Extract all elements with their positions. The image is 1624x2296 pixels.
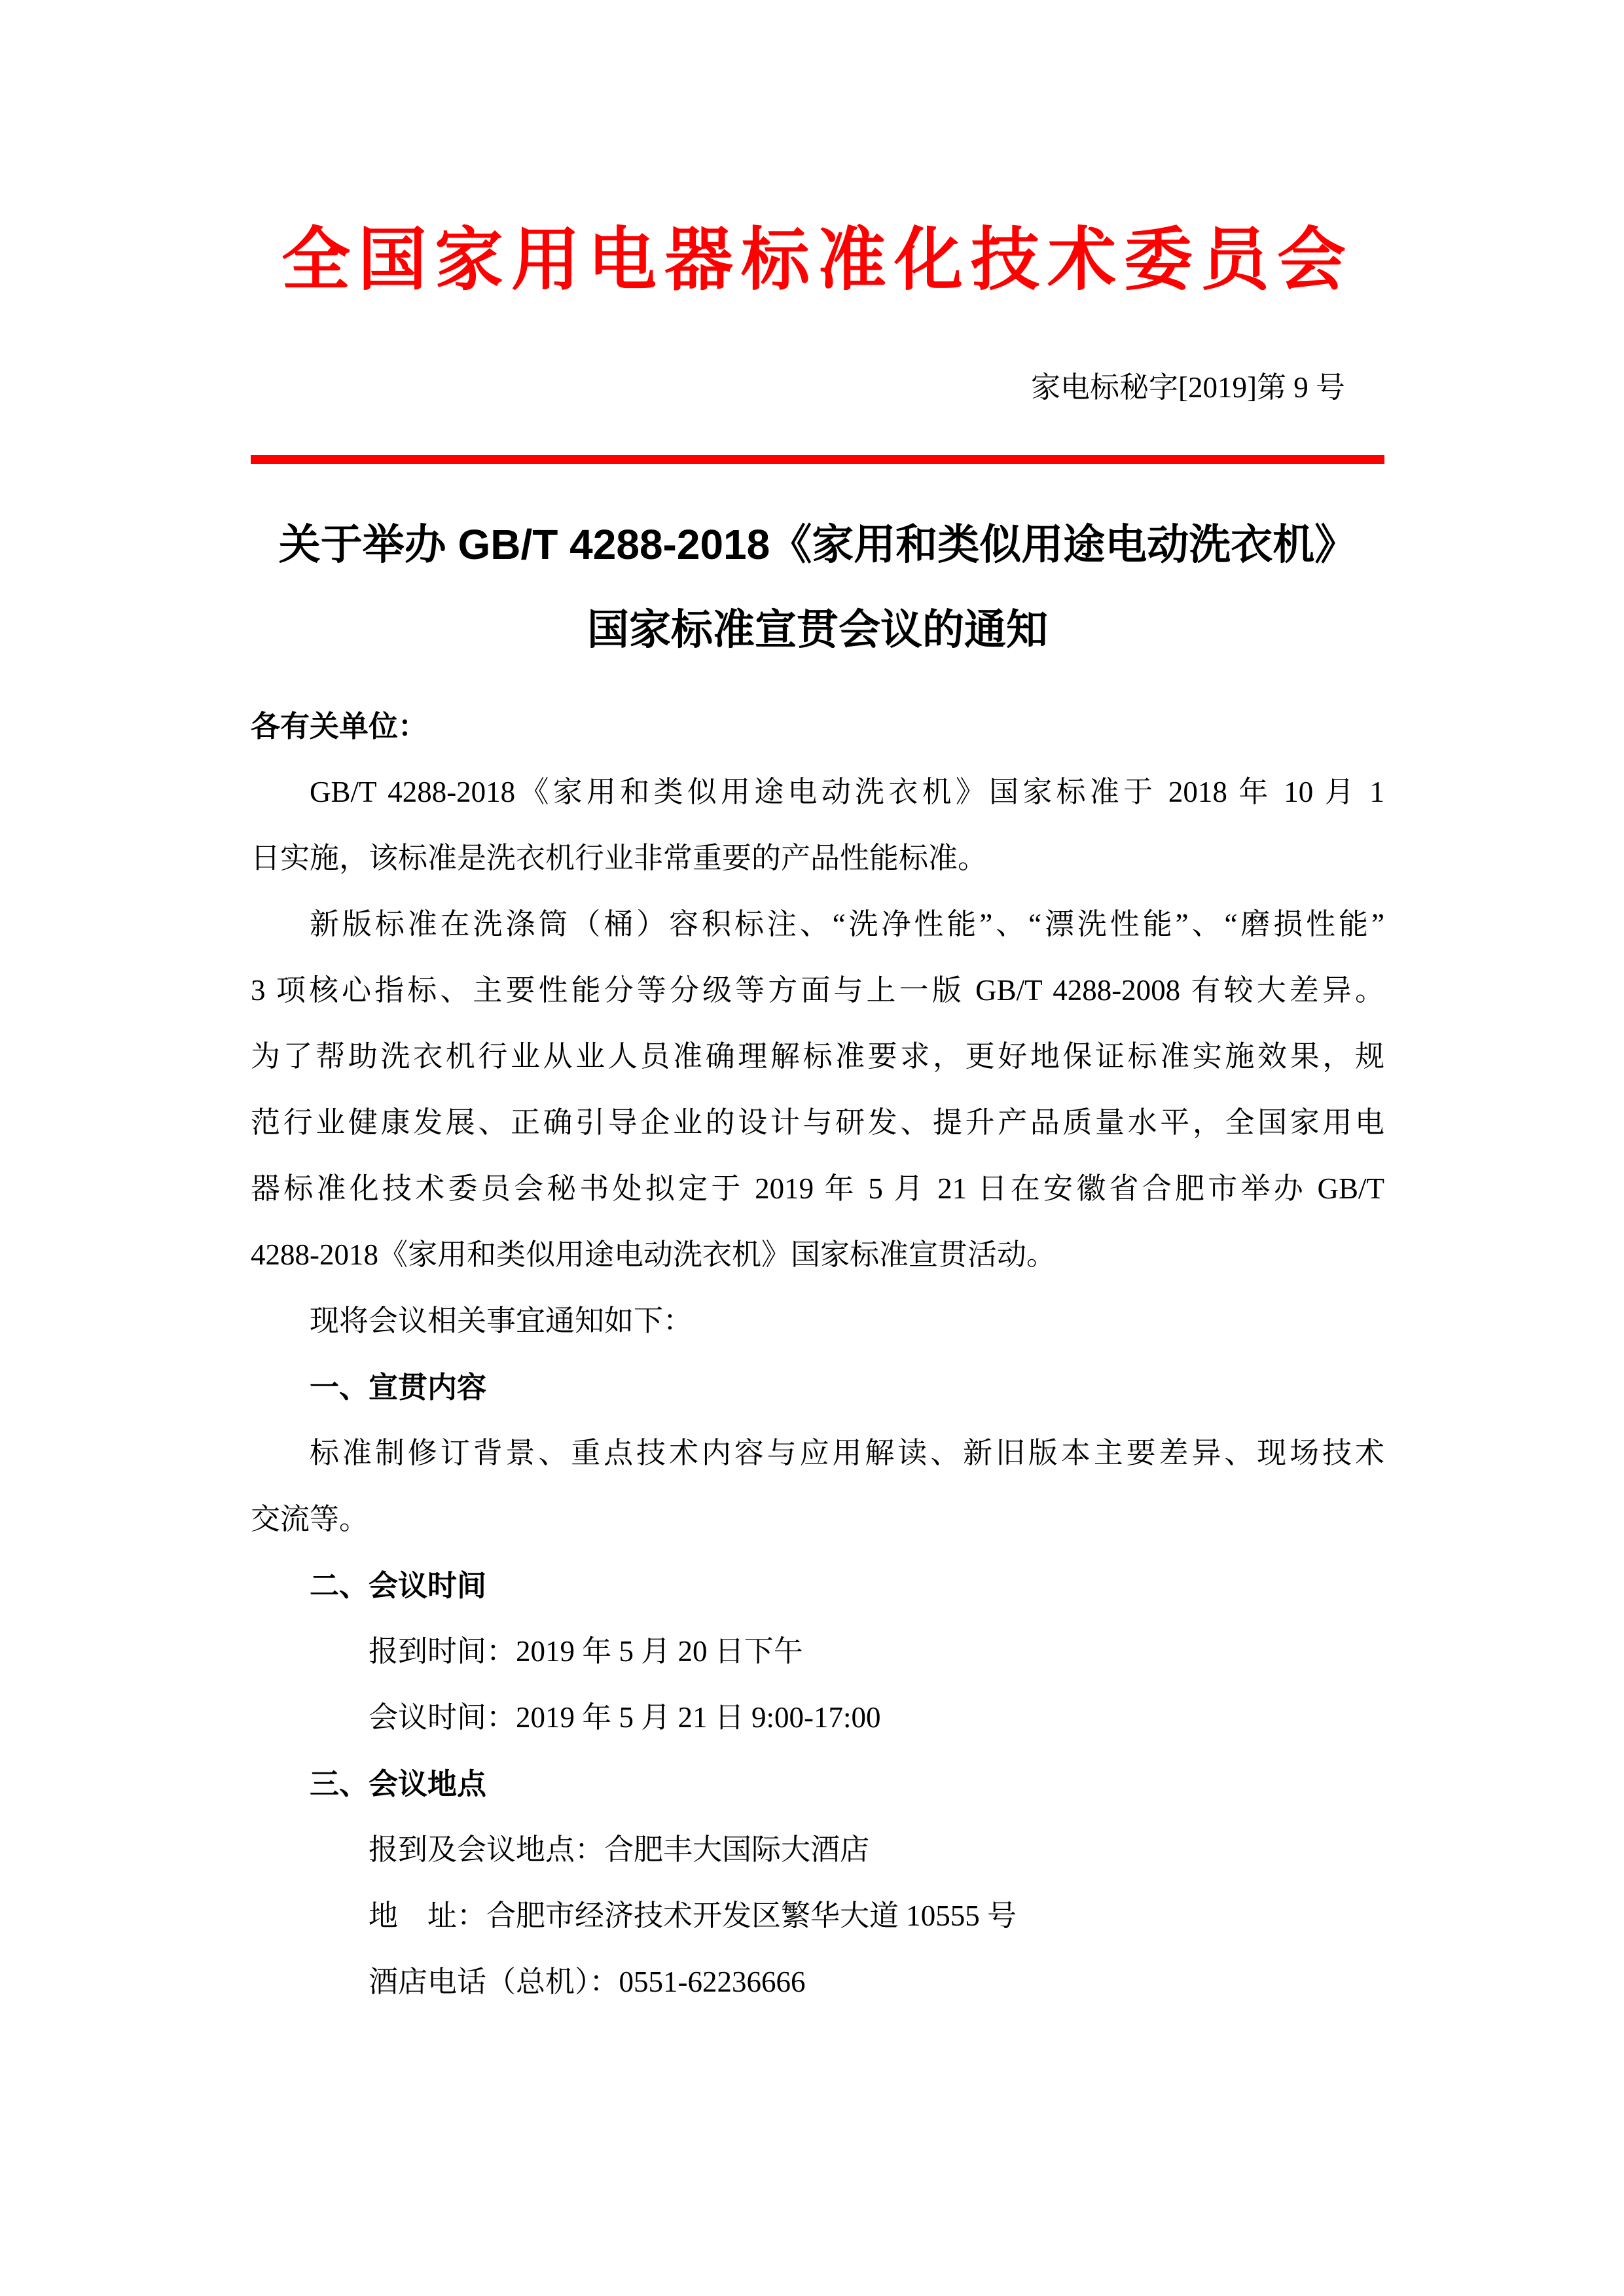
paragraph2-line5: 器标准化技术委员会秘书处拟定于 2019 年 5 月 21 日在安徽省合肥市举办 GB/T [251, 1172, 1384, 1205]
section1-line2: 交流等。 [251, 1503, 369, 1535]
paragraph1-line2: 日实施，该标准是洗衣机行业非常重要的产品性能标准。 [251, 842, 988, 874]
red-divider-rule [251, 455, 1384, 464]
paragraph2-line3: 为了帮助洗衣机行业从业人员准确理解标准要求，更好地保证标准实施效果，规 [251, 1040, 1384, 1073]
notice-title-line1: 关于举办 GB/T 4288-2018《家用和类似用途电动洗衣机》 [278, 521, 1357, 568]
section2-meeting-time: 会议时间：2019 年 5 月 21 日 9:00-17:00 [369, 1701, 881, 1734]
paragraph2-line2: 3 项核心指标、主要性能分等分级等方面与上一版 GB/T 4288-2008 有较大差异。 [251, 974, 1384, 1007]
notice-document-page [0, 222, 1624, 2296]
notice-body [251, 693, 1384, 2015]
section3-address: 地 址：合肥市经济技术开发区繁华大道 10555 号 [369, 1899, 1017, 1932]
document-number: 家电标秘字[2019]第 9 号 [1031, 371, 1345, 404]
salutation: 各有关单位： [251, 709, 428, 743]
section1-heading: 一、宣贯内容 [310, 1371, 487, 1404]
organization-letterhead-title: 全国家用电器标准化技术委员会 [281, 222, 1354, 298]
section2-heading: 二、会议时间 [310, 1569, 487, 1602]
paragraph2-line1: 新版标准在洗涤筒（桶）容积标注、“洗净性能”、“漂洗性能”、“磨损性能” [310, 908, 1384, 941]
notice-title-line2: 国家标准宣贯会议的通知 [587, 606, 1048, 653]
section2-registration-time: 报到时间：2019 年 5 月 20 日下午 [369, 1635, 803, 1668]
section1-line1: 标准制修订背景、重点技术内容与应用解读、新旧版本主要差异、现场技术 [310, 1437, 1384, 1469]
paragraph1-line1: GB/T 4288-2018《家用和类似用途电动洗衣机》国家标准于 2018 年 10 月 1 [310, 776, 1384, 808]
document-content [251, 222, 1384, 2015]
section3-heading: 三、会议地点 [310, 1767, 487, 1801]
paragraph2-line6: 4288-2018《家用和类似用途电动洗衣机》国家标准宣贯活动。 [251, 1238, 1056, 1271]
notice-title [251, 502, 1384, 672]
paragraph2-line4: 范行业健康发展、正确引导企业的设计与研发、提升产品质量水平，全国家用电 [251, 1106, 1384, 1139]
section3-venue: 报到及会议地点：合肥丰大国际大酒店 [369, 1833, 870, 1866]
section3-hotel-phone: 酒店电话（总机）：0551-62236666 [369, 1965, 806, 1998]
paragraph3: 现将会议相关事宜通知如下： [310, 1304, 693, 1337]
